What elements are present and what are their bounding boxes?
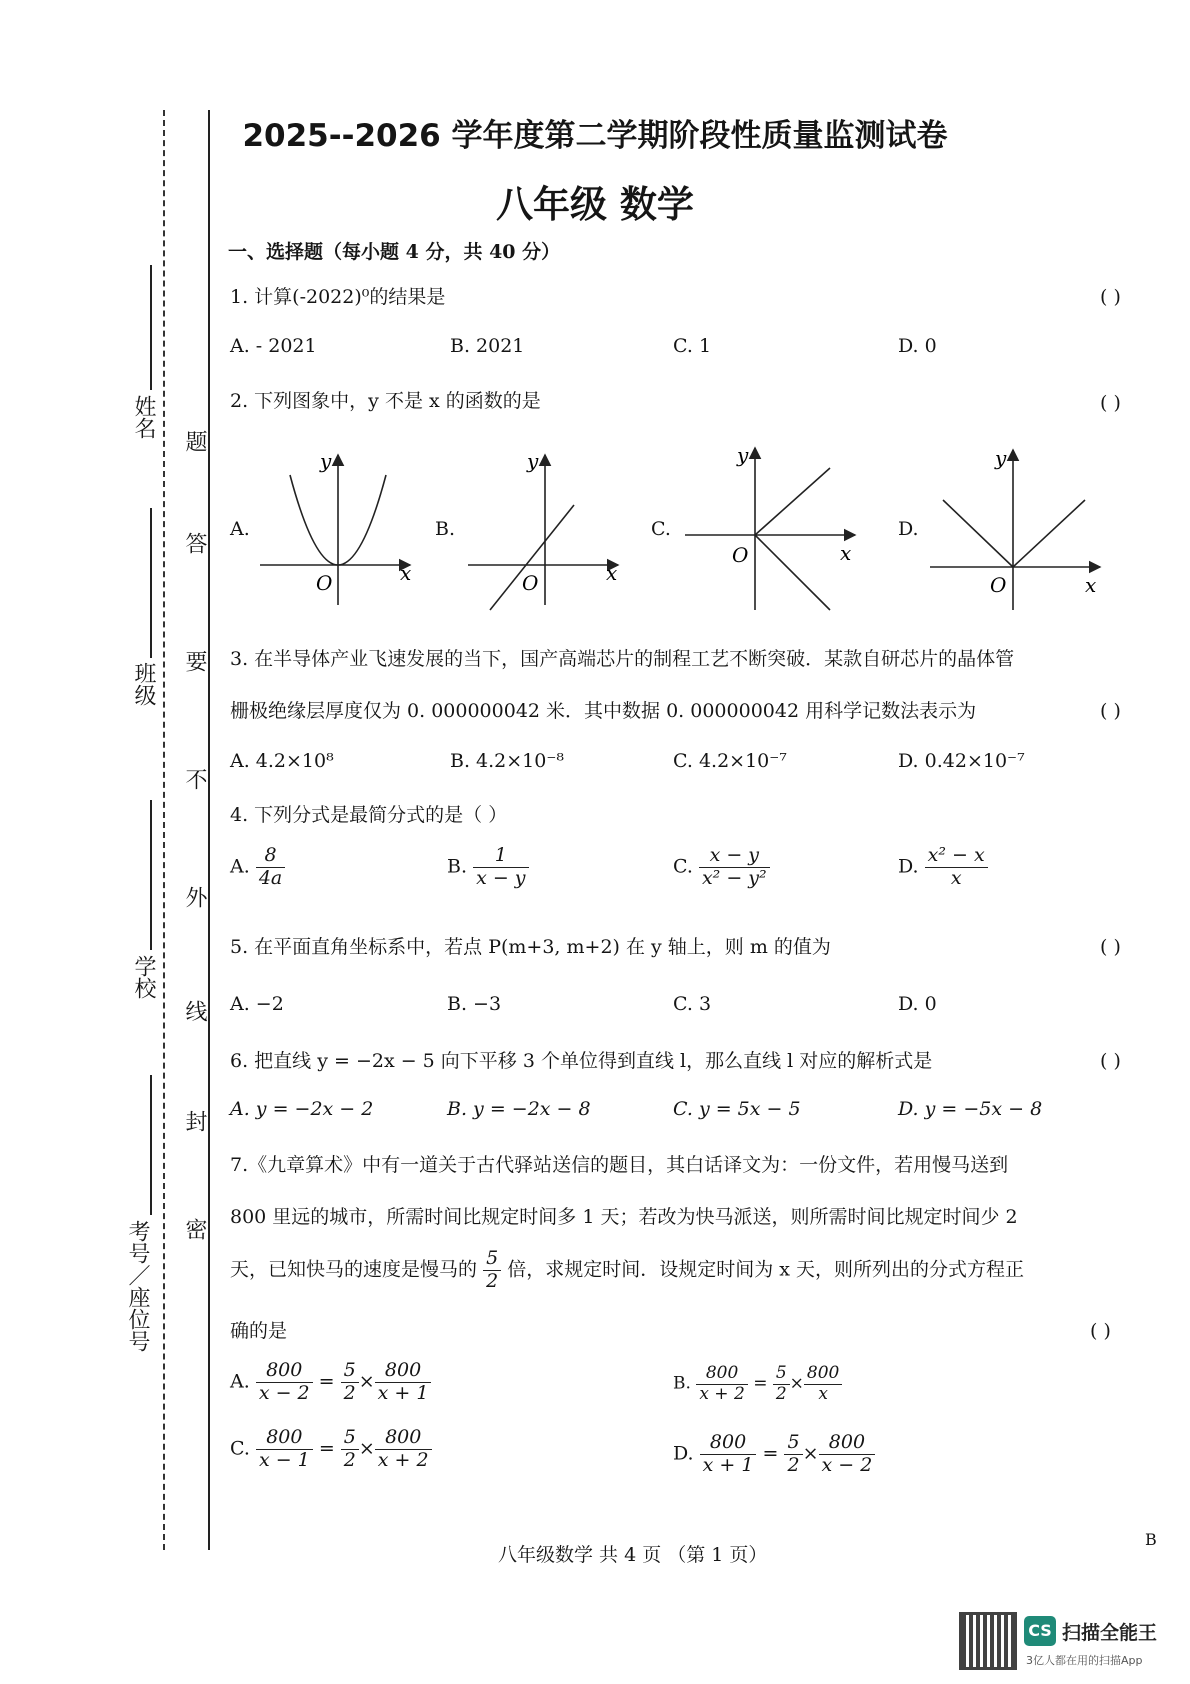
q2-graph-label-a: A.	[230, 518, 250, 540]
q3-option-c: C. 4.2×10⁻⁷	[673, 750, 787, 772]
graph-b-origin: O	[522, 571, 539, 595]
graph-b-y: y	[527, 449, 539, 473]
seat-underline	[150, 1075, 152, 1215]
q7-line1: 7.《九章算术》中有一道关于古代驿站送信的题目，其白话译文为：一份文件，若用慢马送到	[230, 1154, 1009, 1176]
graph-b	[468, 455, 618, 610]
q2-answer-paren: ( )	[1100, 392, 1121, 414]
q4-frac-d: $\frac{\text{x² − x}}{x}$	[925, 845, 988, 890]
graph-d-origin: O	[990, 573, 1007, 597]
page-footer: 八年级数学 共 4 页 （第 1 页）	[498, 1544, 768, 1566]
notice-char-5: 外	[182, 886, 207, 908]
section-heading: 一、选择题（每小题 4 分，共 40 分）	[228, 241, 561, 263]
qr-code	[962, 1615, 1014, 1667]
graph-d	[930, 450, 1100, 610]
watermark-brand: 扫描全能王	[1062, 1622, 1158, 1644]
q1-stem: 1. 计算(-2022)⁰的结果是	[230, 286, 446, 308]
q5-option-d: D. 0	[898, 993, 937, 1015]
q7-option-c: C. $\frac{800}{x - 1}$ = $\frac{5}{2}$ × $\frac{800}{x + 2}$	[230, 1427, 432, 1472]
name-underline	[150, 265, 152, 390]
watermark-tagline: 3亿人都在用的扫描App	[1026, 1654, 1143, 1667]
q3-option-a: A. 4.2×10⁸	[230, 750, 334, 772]
name-label: 姓名	[131, 395, 156, 439]
q4-frac-b: $\frac{1}{x - y}$	[473, 845, 528, 890]
q1-option-b: B. 2021	[450, 335, 525, 357]
q7-option-d: D. $\frac{800}{x + 1}$ = $\frac{5}{2}$ × $\frac{800}{x - 2}$	[673, 1432, 875, 1477]
q4-option-b	[447, 845, 529, 890]
q6-option-a: A. y = −2x − 2	[230, 1098, 374, 1120]
q7-line2: 800 里远的城市，所需时间比规定时间多 1 天；若改为快马派送，则所需时间比规定时间少 2	[230, 1206, 1018, 1228]
q1-answer-paren: ( )	[1100, 286, 1121, 308]
binding-dashed-line	[163, 110, 165, 1550]
notice-char-7: 封	[182, 1110, 207, 1132]
q7-option-a: A. $\frac{800}{x - 2}$ = $\frac{5}{2}$ × $\frac{800}{x + 1}$	[230, 1360, 431, 1405]
q4-label-d: D.	[898, 855, 919, 878]
graph-c-x: x	[840, 541, 852, 565]
q2-stem: 2. 下列图象中，y 不是 x 的函数的是	[230, 390, 541, 412]
q7-line3-b: 倍，求规定时间．设规定时间为 x 天，则所列出的分式方程正	[507, 1258, 1024, 1281]
graph-d-x: x	[1085, 573, 1097, 597]
q4-stem: 4. 下列分式是最简分式的是（ ）	[230, 804, 508, 826]
notice-char-4: 不	[182, 768, 207, 790]
q4-option-c	[673, 845, 770, 890]
q3-option-d: D. 0.42×10⁻⁷	[898, 750, 1025, 772]
q2-graph-label-c: C.	[651, 518, 671, 540]
notice-char-1: 题	[182, 430, 207, 452]
notice-char-2: 答	[182, 532, 207, 554]
q4-label-c: C.	[673, 855, 693, 878]
q5-option-a: A. −2	[230, 993, 284, 1015]
q1-option-c: C. 1	[673, 335, 712, 357]
q7-line3-a: 天，已知快马的速度是慢马的	[230, 1258, 478, 1281]
q2-graphs	[0, 440, 1190, 640]
graph-c	[685, 448, 855, 610]
q2-graph-label-b: B.	[435, 518, 456, 540]
cs-logo-icon: CS	[1024, 1616, 1056, 1646]
q4-label-a: A.	[230, 855, 250, 878]
q6-option-d: D. y = −5x − 8	[898, 1098, 1043, 1120]
q7-line3-frac: $\frac{5}{2}$	[483, 1248, 501, 1293]
q3-answer-paren: ( )	[1100, 700, 1121, 722]
page-corner-mark: B	[1145, 1530, 1157, 1549]
school-underline	[150, 800, 152, 950]
q4-label-b: B.	[447, 855, 468, 878]
graph-c-y: y	[737, 443, 749, 467]
q5-stem: 5. 在平面直角坐标系中，若点 P(m+3, m+2) 在 y 轴上，则 m 的值为	[230, 936, 831, 958]
q5-answer-paren: ( )	[1100, 936, 1121, 958]
graph-a	[260, 455, 410, 605]
q2-graph-label-d: D.	[898, 518, 919, 540]
q6-option-b: B. y = −2x − 8	[447, 1098, 591, 1120]
q7-line3	[230, 1248, 1024, 1293]
q4-frac-c: $\frac{x - y}{\text{x² − y²}}$	[699, 845, 770, 890]
graph-c-origin: O	[732, 543, 749, 567]
q5-option-c: C. 3	[673, 993, 712, 1015]
exam-subject: 八年级 数学	[496, 183, 694, 226]
graph-a-origin: O	[316, 571, 333, 595]
q6-option-c: C. y = 5x − 5	[673, 1098, 801, 1120]
q1-option-d: D. 0	[898, 335, 937, 357]
graph-a-x: x	[400, 561, 412, 585]
binding-solid-line	[208, 110, 210, 1550]
q7-option-b: B. $\frac{800}{x + 2}$ = $\frac{5}{2}$ × $\frac{800}{x}$	[673, 1364, 842, 1404]
notice-char-3: 要	[182, 650, 207, 672]
q6-stem: 6. 把直线 y = −2x − 5 向下平移 3 个单位得到直线 l，那么直线 l 对应的解析式是	[230, 1050, 933, 1072]
q3-line2: 栅极绝缘层厚度仅为 0. 000000042 米．其中数据 0. 000000042 用科学记数法表示为	[230, 700, 977, 722]
graph-d-y: y	[995, 446, 1007, 470]
notice-char-8: 密	[182, 1218, 207, 1240]
q7-answer-paren: ( )	[1090, 1320, 1111, 1342]
q3-line1: 3. 在半导体产业飞速发展的当下，国产高端芯片的制程工艺不断突破．某款自研芯片的晶体管	[230, 648, 1015, 670]
q4-frac-a: $\frac{8}{4a}$	[256, 845, 285, 890]
q1-option-a: A. - 2021	[230, 335, 317, 357]
q4-option-a	[230, 845, 285, 890]
notice-char-6: 线	[182, 1000, 207, 1022]
q7-line4: 确的是	[230, 1320, 288, 1342]
q3-option-b: B. 4.2×10⁻⁸	[450, 750, 564, 772]
q4-option-d	[898, 845, 988, 890]
q5-option-b: B. −3	[447, 993, 502, 1015]
class-label: 班级	[131, 662, 156, 706]
seat-label: 考号／座位号	[125, 1220, 150, 1352]
graph-b-x: x	[606, 561, 618, 585]
graph-a-y: y	[320, 449, 332, 473]
q6-answer-paren: ( )	[1100, 1050, 1121, 1072]
school-label: 学校	[131, 955, 156, 999]
exam-title: 2025--2026 学年度第二学期阶段性质量监测试卷	[242, 118, 948, 154]
